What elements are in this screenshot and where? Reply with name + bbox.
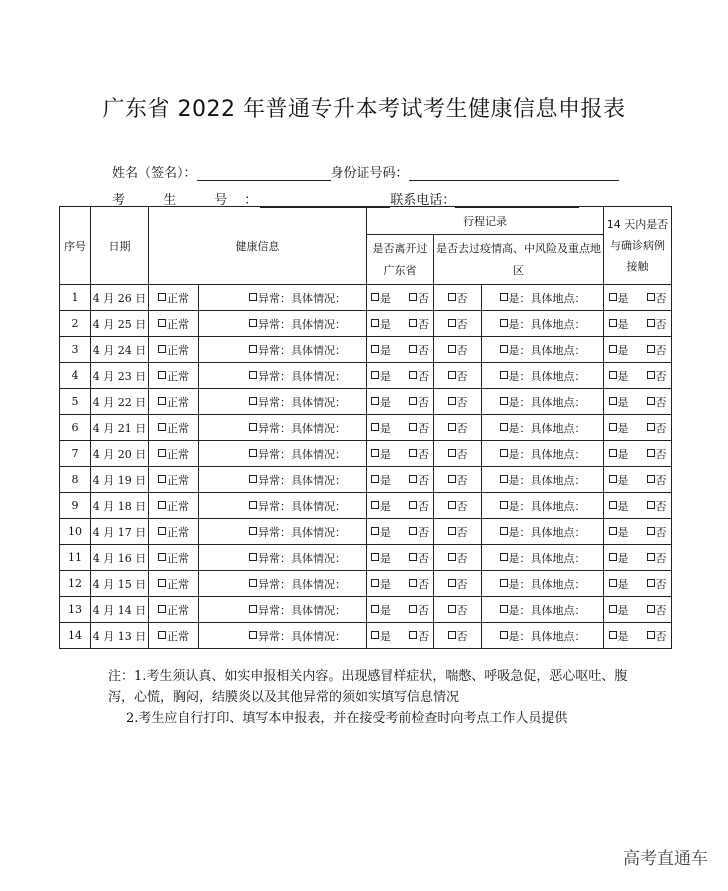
checkbox[interactable] [609,553,617,561]
option-risk-yes[interactable]: 是：具体地点： [482,285,604,311]
row-date: 4 月 26 日 [91,285,149,311]
checkbox[interactable] [371,631,379,639]
option-risk-no[interactable]: 否 [434,363,482,389]
notes [108,666,628,729]
option-contact[interactable]: 是 否 [604,623,672,649]
checkbox[interactable] [647,631,655,639]
checkbox[interactable] [371,293,379,301]
option-normal[interactable]: 正常 [149,311,199,337]
table-row [60,571,672,597]
checkbox[interactable] [448,371,456,379]
row-date: 4 月 21 日 [91,415,149,441]
header-health: 健康信息 [149,207,367,285]
checkbox[interactable] [647,553,655,561]
checkbox[interactable] [158,605,166,613]
checkbox[interactable] [249,423,257,431]
header-left-gd: 是否离开过广东省 [367,235,434,285]
checkbox[interactable] [249,449,257,457]
checkbox[interactable] [158,423,166,431]
checkbox[interactable] [500,345,508,353]
option-risk-yes[interactable]: 是：具体地点： [482,623,604,649]
checkbox[interactable] [371,319,379,327]
table-row [60,623,672,649]
checkbox[interactable] [647,527,655,535]
checkbox[interactable] [409,449,417,457]
checkbox[interactable] [409,631,417,639]
checkbox[interactable] [500,397,508,405]
row-seq: 12 [60,571,91,597]
checkbox[interactable] [500,579,508,587]
table-row [60,311,672,337]
row-seq: 2 [60,311,91,337]
row-date: 4 月 18 日 [91,493,149,519]
checkbox[interactable] [371,345,379,353]
row-seq: 5 [60,389,91,415]
checkbox[interactable] [409,501,417,509]
option-risk-yes[interactable]: 是：具体地点： [482,545,604,571]
option-risk-no[interactable]: 否 [434,493,482,519]
option-normal[interactable]: 正常 [149,415,199,441]
option-abnormal[interactable]: 异常：具体情况： [199,389,367,415]
table-row [60,441,672,467]
checkbox[interactable] [448,605,456,613]
option-contact[interactable]: 是 否 [604,285,672,311]
checkbox[interactable] [500,423,508,431]
option-risk-no[interactable]: 否 [434,285,482,311]
option-abnormal[interactable]: 异常：具体情况： [199,545,367,571]
option-left-gd[interactable]: 是 否 [367,389,434,415]
id-number-field[interactable] [409,168,619,181]
row-date: 4 月 13 日 [91,623,149,649]
checkbox[interactable] [500,501,508,509]
table-row [60,363,672,389]
checkbox[interactable] [371,397,379,405]
option-abnormal[interactable]: 异常：具体情况： [199,363,367,389]
option-abnormal[interactable]: 异常：具体情况： [199,571,367,597]
row-seq: 4 [60,363,91,389]
checkbox[interactable] [409,293,417,301]
option-contact[interactable]: 是 否 [604,571,672,597]
row-seq: 14 [60,623,91,649]
header-seq: 序号 [60,207,91,285]
option-abnormal[interactable]: 异常：具体情况： [199,597,367,623]
checkbox[interactable] [609,423,617,431]
checkbox[interactable] [371,579,379,587]
option-left-gd[interactable]: 是 否 [367,441,434,467]
table-row [60,519,672,545]
checkbox[interactable] [647,293,655,301]
table-row [60,389,672,415]
checkbox[interactable] [609,371,617,379]
option-risk-no[interactable]: 否 [434,337,482,363]
checkbox[interactable] [409,605,417,613]
checkbox[interactable] [448,501,456,509]
option-risk-yes[interactable]: 是：具体地点： [482,311,604,337]
option-abnormal[interactable]: 异常：具体情况： [199,519,367,545]
option-left-gd[interactable]: 是 否 [367,285,434,311]
checkbox[interactable] [371,423,379,431]
checkbox[interactable] [158,501,166,509]
checkbox[interactable] [158,527,166,535]
checkbox[interactable] [249,631,257,639]
checkbox[interactable] [500,293,508,301]
option-contact[interactable]: 是 否 [604,337,672,363]
checkbox[interactable] [609,449,617,457]
checkbox[interactable] [500,371,508,379]
option-risk-no[interactable]: 否 [434,597,482,623]
option-normal[interactable]: 正常 [149,285,199,311]
row-date: 4 月 22 日 [91,389,149,415]
option-abnormal[interactable]: 异常：具体情况： [199,285,367,311]
option-left-gd[interactable]: 是 否 [367,467,434,493]
option-contact[interactable]: 是 否 [604,441,672,467]
checkbox[interactable] [448,423,456,431]
row-seq: 10 [60,519,91,545]
checkbox[interactable] [609,345,617,353]
note-2: 2.考生应自行打印、填写本申报表，并在接受考前检查时向考点工作人员提供 [126,711,568,726]
checkbox[interactable] [249,475,257,483]
option-normal[interactable]: 正常 [149,571,199,597]
exam-number-label: 考 生 号： [112,193,275,208]
checkbox[interactable] [609,605,617,613]
option-abnormal[interactable]: 异常：具体情况： [199,467,367,493]
checkbox[interactable] [448,527,456,535]
health-declaration-table [59,206,672,649]
note-1: 注：1.考生须认真、如实申报相关内容。出现感冒样症状，喘憋、呼吸急促，恶心呕吐、腹泻，心慌，胸闷，结膜炎以及其他异常的须如实填写信息情况 [108,669,628,705]
checkbox[interactable] [448,319,456,327]
header-risk-area: 是否去过疫情高、中风险及重点地区 [434,235,604,285]
checkbox[interactable] [371,501,379,509]
checkbox[interactable] [609,579,617,587]
checkbox[interactable] [371,605,379,613]
checkbox[interactable] [371,553,379,561]
option-normal[interactable]: 正常 [149,493,199,519]
option-left-gd[interactable]: 是 否 [367,571,434,597]
option-abnormal[interactable]: 异常：具体情况： [199,415,367,441]
row-date: 4 月 23 日 [91,363,149,389]
option-risk-no[interactable]: 否 [434,571,482,597]
option-left-gd[interactable]: 是 否 [367,363,434,389]
checkbox[interactable] [500,553,508,561]
option-risk-yes[interactable]: 是：具体地点： [482,597,604,623]
option-left-gd[interactable]: 是 否 [367,493,434,519]
table-row [60,415,672,441]
row-date: 4 月 17 日 [91,519,149,545]
checkbox[interactable] [158,579,166,587]
checkbox[interactable] [647,475,655,483]
option-risk-yes[interactable]: 是：具体地点： [482,493,604,519]
checkbox[interactable] [409,423,417,431]
header-travel: 行程记录 [367,207,604,235]
header-date: 日期 [91,207,149,285]
option-normal[interactable]: 正常 [149,467,199,493]
option-abnormal[interactable]: 异常：具体情况： [199,441,367,467]
option-risk-no[interactable]: 否 [434,415,482,441]
option-normal[interactable]: 正常 [149,519,199,545]
checkbox[interactable] [158,293,166,301]
checkbox[interactable] [448,397,456,405]
table-row [60,597,672,623]
row-seq: 13 [60,597,91,623]
checkbox[interactable] [448,553,456,561]
checkbox[interactable] [647,371,655,379]
checkbox[interactable] [158,345,166,353]
checkbox[interactable] [448,293,456,301]
checkbox[interactable] [249,579,257,587]
checkbox[interactable] [249,293,257,301]
option-abnormal[interactable]: 异常：具体情况： [199,311,367,337]
page-title: 广东省 2022 年普通专升本考试考生健康信息申报表 [102,97,626,122]
checkbox[interactable] [409,319,417,327]
option-normal[interactable]: 正常 [149,363,199,389]
option-risk-yes[interactable]: 是：具体地点： [482,337,604,363]
checkbox[interactable] [371,449,379,457]
table-body [60,285,672,649]
option-risk-no[interactable]: 否 [434,389,482,415]
option-risk-no[interactable]: 否 [434,623,482,649]
checkbox[interactable] [249,345,257,353]
checkbox[interactable] [158,371,166,379]
checkbox[interactable] [448,631,456,639]
watermark: 高考直通车 [623,849,708,869]
row-seq: 11 [60,545,91,571]
option-risk-yes[interactable]: 是：具体地点： [482,415,604,441]
checkbox[interactable] [647,423,655,431]
option-left-gd[interactable]: 是 否 [367,545,434,571]
row-seq: 3 [60,337,91,363]
option-left-gd[interactable]: 是 否 [367,623,434,649]
checkbox[interactable] [609,527,617,535]
checkbox[interactable] [409,553,417,561]
checkbox[interactable] [500,449,508,457]
option-risk-yes[interactable]: 是：具体地点： [482,389,604,415]
checkbox[interactable] [647,449,655,457]
option-risk-yes[interactable]: 是：具体地点： [482,467,604,493]
table-row [60,467,672,493]
name-field[interactable] [197,168,331,181]
row-seq: 1 [60,285,91,311]
phone-label: 联系电话： [390,193,456,208]
option-risk-no[interactable]: 否 [434,467,482,493]
checkbox[interactable] [609,631,617,639]
row-date: 4 月 14 日 [91,597,149,623]
checkbox[interactable] [647,345,655,353]
option-normal[interactable]: 正常 [149,623,199,649]
checkbox[interactable] [609,475,617,483]
checkbox[interactable] [158,319,166,327]
option-contact[interactable]: 是 否 [604,363,672,389]
id-label: 身份证号码： [330,166,409,181]
name-label: 姓名（签名）： [112,166,197,181]
checkbox[interactable] [647,579,655,587]
option-risk-yes[interactable]: 是：具体地点： [482,363,604,389]
checkbox[interactable] [647,397,655,405]
option-risk-no[interactable]: 否 [434,441,482,467]
option-normal[interactable]: 正常 [149,597,199,623]
checkbox[interactable] [249,605,257,613]
checkbox[interactable] [371,527,379,535]
row-date: 4 月 25 日 [91,311,149,337]
row-seq: 6 [60,415,91,441]
option-risk-yes[interactable]: 是：具体地点： [482,519,604,545]
option-left-gd[interactable]: 是 否 [367,415,434,441]
checkbox[interactable] [249,319,257,327]
option-contact[interactable]: 是 否 [604,389,672,415]
checkbox[interactable] [158,397,166,405]
checkbox[interactable] [647,501,655,509]
checkbox[interactable] [647,605,655,613]
checkbox[interactable] [609,501,617,509]
checkbox[interactable] [448,475,456,483]
row-seq: 7 [60,441,91,467]
option-left-gd[interactable]: 是 否 [367,311,434,337]
header-contact: 14 天内是否与确诊病例接触 [604,207,672,285]
checkbox[interactable] [409,345,417,353]
option-normal[interactable]: 正常 [149,337,199,363]
option-risk-no[interactable]: 否 [434,311,482,337]
checkbox[interactable] [500,527,508,535]
row-date: 4 月 19 日 [91,467,149,493]
option-risk-no[interactable]: 否 [434,545,482,571]
checkbox[interactable] [409,397,417,405]
checkbox[interactable] [609,397,617,405]
checkbox[interactable] [158,553,166,561]
option-left-gd[interactable]: 是 否 [367,519,434,545]
option-normal[interactable]: 正常 [149,441,199,467]
table-row [60,337,672,363]
checkbox[interactable] [249,527,257,535]
checkbox[interactable] [409,371,417,379]
table-row [60,493,672,519]
field-row-name [112,162,619,181]
option-normal[interactable]: 正常 [149,545,199,571]
option-contact[interactable]: 是 否 [604,467,672,493]
option-risk-yes[interactable]: 是：具体地点： [482,571,604,597]
checkbox[interactable] [249,553,257,561]
checkbox[interactable] [647,319,655,327]
option-contact[interactable]: 是 否 [604,311,672,337]
option-left-gd[interactable]: 是 否 [367,597,434,623]
checkbox[interactable] [371,475,379,483]
checkbox[interactable] [409,579,417,587]
option-contact[interactable]: 是 否 [604,493,672,519]
row-date: 4 月 20 日 [91,441,149,467]
option-contact[interactable]: 是 否 [604,415,672,441]
option-risk-yes[interactable]: 是：具体地点： [482,441,604,467]
option-abnormal[interactable]: 异常：具体情况： [199,493,367,519]
checkbox[interactable] [371,371,379,379]
row-date: 4 月 15 日 [91,571,149,597]
row-date: 4 月 24 日 [91,337,149,363]
checkbox[interactable] [448,345,456,353]
checkbox[interactable] [500,605,508,613]
checkbox[interactable] [409,475,417,483]
checkbox[interactable] [158,449,166,457]
row-seq: 8 [60,467,91,493]
option-contact[interactable]: 是 否 [604,597,672,623]
table-row [60,545,672,571]
checkbox[interactable] [409,527,417,535]
option-abnormal[interactable]: 异常：具体情况： [199,623,367,649]
option-risk-no[interactable]: 否 [434,519,482,545]
checkbox[interactable] [249,501,257,509]
checkbox[interactable] [448,579,456,587]
option-left-gd[interactable]: 是 否 [367,337,434,363]
checkbox[interactable] [500,631,508,639]
option-normal[interactable]: 正常 [149,389,199,415]
option-contact[interactable]: 是 否 [604,545,672,571]
table-row [60,285,672,311]
checkbox[interactable] [448,449,456,457]
checkbox[interactable] [609,293,617,301]
checkbox[interactable] [249,371,257,379]
option-abnormal[interactable]: 异常：具体情况： [199,337,367,363]
checkbox[interactable] [500,319,508,327]
row-seq: 9 [60,493,91,519]
checkbox[interactable] [158,475,166,483]
checkbox[interactable] [609,319,617,327]
checkbox[interactable] [249,397,257,405]
checkbox[interactable] [158,631,166,639]
checkbox[interactable] [500,475,508,483]
row-date: 4 月 16 日 [91,545,149,571]
option-contact[interactable]: 是 否 [604,519,672,545]
